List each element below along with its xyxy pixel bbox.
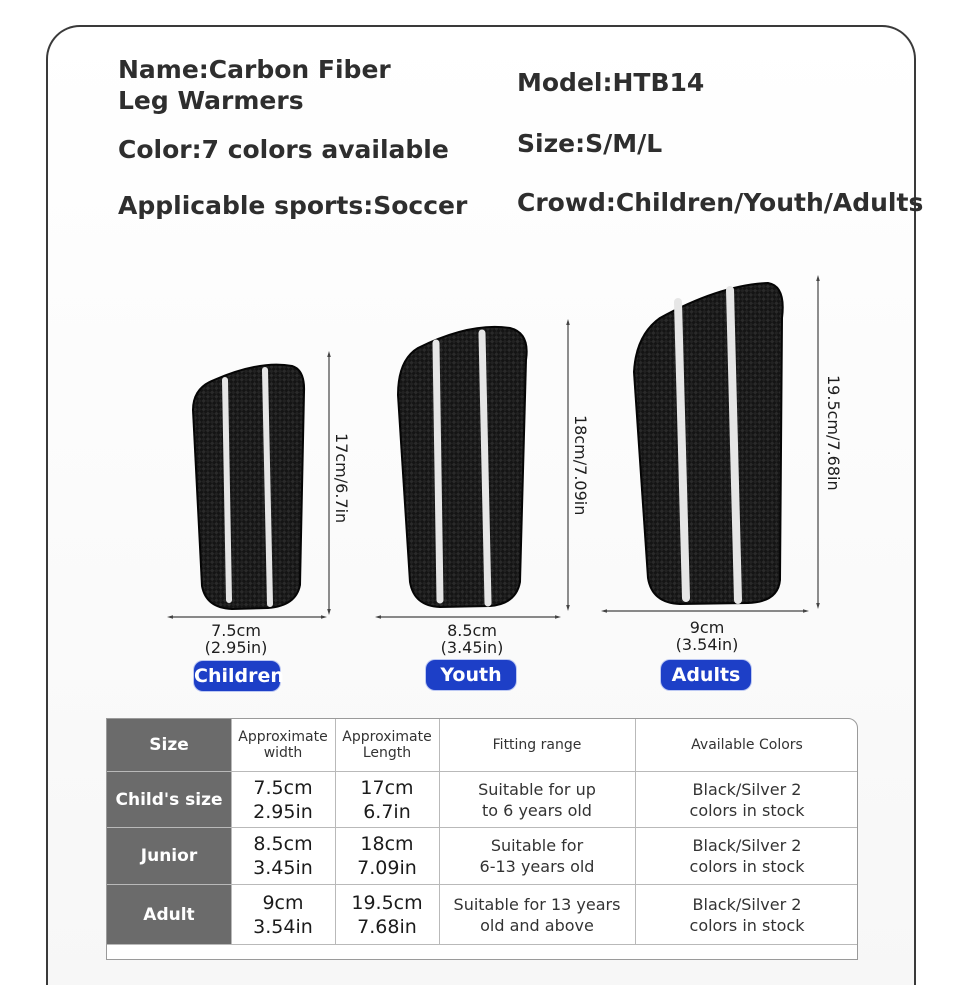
row-junior-length-cm: 18cm	[360, 833, 414, 855]
row-adult-colors-2: colors in stock	[689, 915, 805, 935]
row-adult-colors	[635, 885, 858, 944]
row-adult-width	[231, 885, 335, 944]
row-adult-fit-2: old and above	[480, 915, 594, 935]
header-size: Size	[107, 719, 231, 771]
row-adult-length-in: 7.68in	[357, 915, 417, 938]
row-junior-colors-1: Black/Silver 2	[692, 836, 802, 855]
row-adult-width-in: 3.54in	[253, 915, 313, 938]
row-junior-width	[231, 828, 335, 884]
row-junior-length-in: 7.09in	[357, 857, 417, 879]
children-width-cm: 7.5cm	[211, 621, 261, 640]
row-junior-length	[335, 828, 439, 884]
youth-shin-guard	[398, 327, 527, 607]
youth-length-label: 18cm/7.09in	[571, 415, 590, 516]
children-width-label	[174, 622, 298, 656]
row-child-colors	[635, 772, 858, 827]
row-child-fit	[439, 772, 635, 827]
spec-sport: Applicable sports:Soccer	[118, 191, 468, 220]
row-child-width-cm: 7.5cm	[253, 776, 313, 799]
children-length-label: 17cm/6.7in	[332, 433, 351, 524]
row-adult-fit	[439, 885, 635, 944]
youth-width-in: (3.45in)	[440, 638, 504, 657]
row-child-fit-2: to 6 years old	[482, 800, 592, 820]
table-divider	[107, 827, 858, 828]
row-adult-length-cm: 19.5cm	[351, 891, 423, 914]
row-adult-fit-1: Suitable for 13 years	[453, 894, 621, 914]
youth-width-cm: 8.5cm	[447, 621, 497, 640]
header-fitting-range: Fitting range	[492, 737, 582, 753]
row-size-child: Child's size	[107, 772, 231, 827]
row-child-width-in: 2.95in	[253, 800, 313, 823]
spec-size: Size:S/M/L	[517, 129, 663, 158]
row-adult-length	[335, 885, 439, 944]
children-shin-guard	[193, 365, 304, 609]
row-size-adult: Adult	[107, 885, 231, 944]
spec-crowd: Crowd:Children/Youth/Adults	[517, 188, 924, 217]
children-badge: Children	[194, 661, 280, 691]
header-available-colors: Available Colors	[691, 737, 803, 753]
row-adult-colors-1: Black/Silver 2	[692, 894, 802, 914]
table-divider	[231, 719, 232, 944]
adults-badge: Adults	[661, 660, 751, 690]
table-divider	[107, 884, 858, 885]
row-child-length-cm: 17cm	[360, 776, 414, 799]
youth-badge: Youth	[426, 660, 516, 690]
row-junior-fit	[439, 828, 635, 884]
size-table	[106, 718, 858, 960]
table-divider	[439, 719, 440, 944]
row-junior-colors	[635, 828, 858, 884]
table-divider	[107, 944, 858, 945]
row-junior-fit-2: 6-13 years old	[479, 857, 595, 876]
row-child-length-in: 6.7in	[363, 800, 411, 823]
row-child-colors-1: Black/Silver 2	[692, 779, 802, 799]
adult-width-in: (3.54in)	[675, 635, 739, 654]
row-junior-colors-2: colors in stock	[689, 857, 805, 876]
row-size-junior: Junior	[107, 828, 231, 884]
row-junior-width-cm: 8.5cm	[253, 833, 313, 855]
spec-color: Color:7 colors available	[118, 135, 449, 164]
row-adult-width-cm: 9cm	[262, 891, 304, 914]
table-divider	[335, 719, 336, 944]
adult-width-cm: 9cm	[689, 618, 725, 637]
table-divider	[107, 771, 858, 772]
adult-length-label: 19.5cm/7.68in	[824, 375, 843, 491]
table-divider	[635, 719, 636, 944]
row-child-colors-2: colors in stock	[689, 800, 805, 820]
row-child-length	[335, 772, 439, 827]
header-length: Approximate Length	[342, 729, 432, 761]
row-junior-width-in: 3.45in	[253, 857, 313, 879]
children-width-in: (2.95in)	[204, 638, 268, 657]
youth-width-label	[410, 622, 534, 656]
row-child-fit-1: Suitable for up	[478, 779, 596, 799]
adult-shin-guard	[634, 283, 783, 604]
row-junior-fit-1: Suitable for	[490, 836, 584, 855]
header-width: Approximate width	[238, 729, 328, 761]
spec-name: Name:Carbon Fiber Leg Warmers	[118, 55, 391, 115]
adult-width-label	[645, 619, 769, 653]
row-child-width	[231, 772, 335, 827]
spec-model: Model:HTB14	[517, 68, 705, 97]
